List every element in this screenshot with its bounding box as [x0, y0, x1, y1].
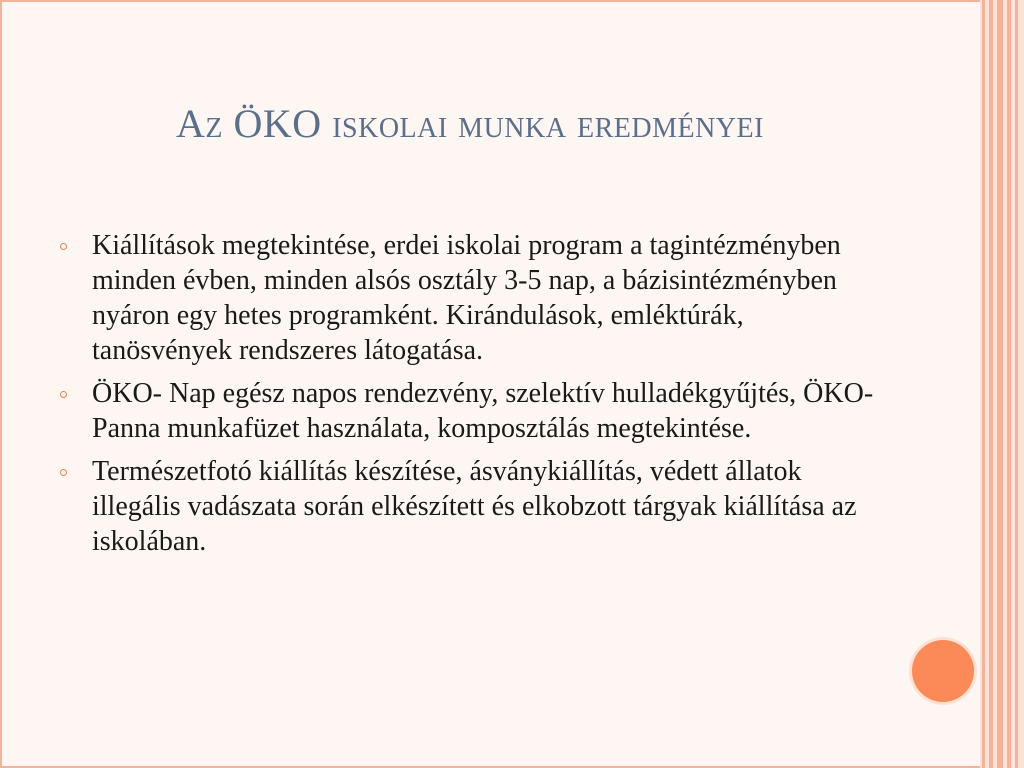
circle-bullet-icon [60, 243, 67, 250]
bullet-text: Természetfotó kiállítás készítése, ásványkiállítás, védett állatok illegális vadászata során elkészített és elkobzott tárgyak kiállítása az iskolában. [92, 456, 857, 557]
list-item [58, 228, 888, 368]
bullet-list [58, 228, 888, 567]
slide-title: Az ÖKO iskolai munka eredményei [176, 101, 764, 146]
decorative-stripe [997, 0, 1003, 768]
frame-top-border [0, 0, 980, 2]
bullet-text: Kiállítások megtekintése, erdei iskolai program a tagintézményben minden évben, minden alsós osztály 3-5 nap, a bázisintézményben nyáron egy hetes programként. Kirándulások, emléktúrák, tanösvények rendszeres látogatása. [92, 230, 841, 366]
accent-circle-icon [912, 640, 974, 702]
decorative-stripe-panel [980, 0, 1024, 768]
decorative-stripe [1007, 0, 1011, 768]
decorative-stripe [982, 0, 985, 768]
decorative-stripe [989, 0, 993, 768]
decorative-stripe [1015, 0, 1018, 768]
list-item [58, 376, 888, 446]
list-item [58, 454, 888, 559]
circle-bullet-icon [60, 469, 67, 476]
circle-bullet-icon [60, 391, 67, 398]
bullet-text: ÖKO- Nap egész napos rendezvény, szelektív hulladékgyűjtés, ÖKO- Panna munkafüzet használata, komposztálás megtekintése. [92, 378, 874, 444]
